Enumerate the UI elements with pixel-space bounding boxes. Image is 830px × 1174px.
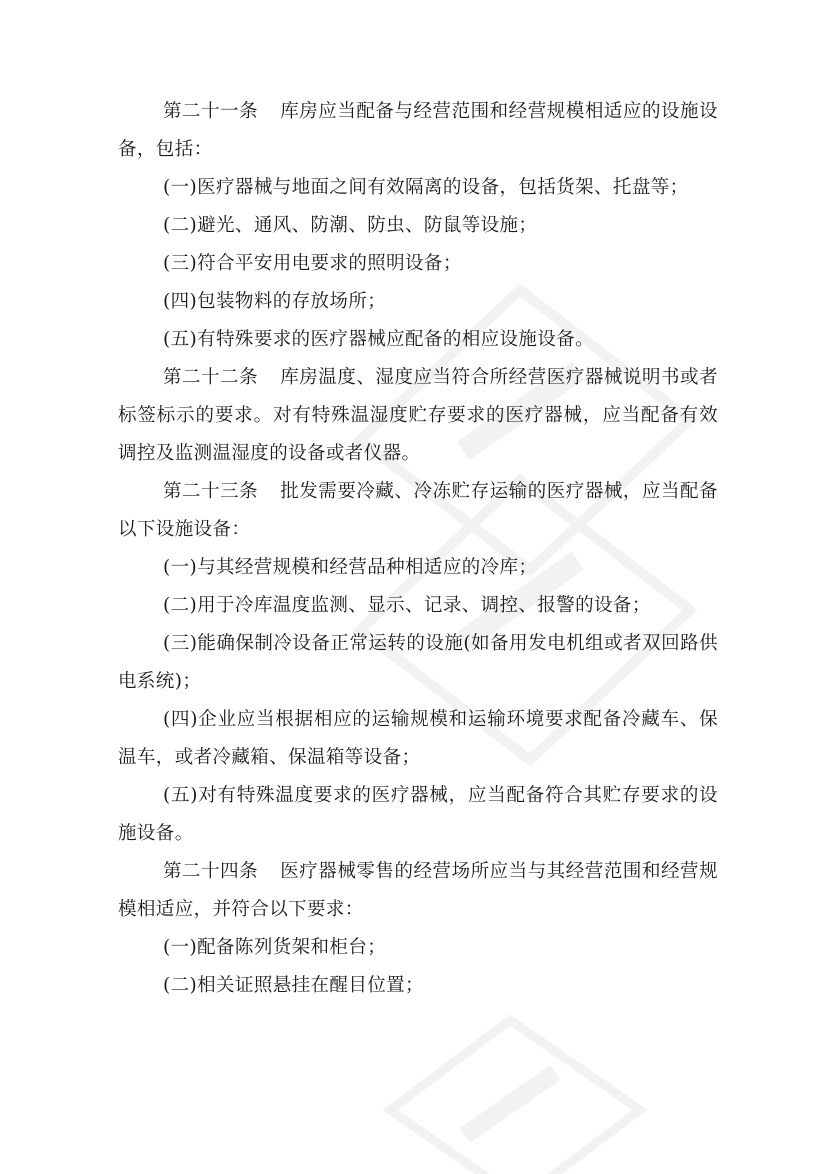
list-item: (二)用于冷库温度监测、显示、记录、调控、报警的设备； [163, 595, 651, 616]
list-item: (四)包装物料的存放场所； [163, 291, 387, 312]
article-text: 批发需要冷藏、冷冻贮存运输的医疗器械，应当配备以下设施设备： [118, 481, 718, 540]
list-item: (三)能确保制冷设备正常运转的设施(如备用发电机组或者双回路供电系统)； [118, 633, 718, 692]
list-item: (五)对有特殊温度要求的医疗器械，应当配备符合其贮存要求的设施设备。 [118, 785, 718, 844]
list-item: (一)与其经营规模和经营品种相适应的冷库； [163, 557, 538, 578]
list-item: (四)企业应当根据相应的运输规模和运输环境要求配备冷藏车、保温车，或者冷藏箱、保温箱等设备； [118, 709, 718, 768]
article-text: 库房温度、湿度应当符合所经营医疗器械说明书或者标签标示的要求。对有特殊温湿度贮存要求的医疗器械，应当配备有效调控及监测温湿度的设备或者仪器。 [118, 367, 718, 464]
article-number: 第二十一条 [163, 101, 259, 122]
list-item: (五)有特殊要求的医疗器械应配备的相应设施设备。 [163, 329, 595, 350]
article-22 [118, 359, 718, 473]
list-item: (一)配备陈列货架和柜台； [163, 937, 387, 958]
watermark-logo-icon-lower [360, 1000, 660, 1174]
article-21 [118, 93, 718, 169]
article-23 [118, 473, 718, 549]
document-body [118, 93, 718, 1005]
article-number: 第二十三条 [163, 481, 259, 502]
list-item: (二)相关证照悬挂在醒目位置； [163, 975, 424, 996]
list-item: (三)符合平安用电要求的照明设备； [163, 253, 462, 274]
article-text: 医疗器械零售的经营场所应当与其经营范围和经营规模相适应，并符合以下要求： [118, 861, 718, 920]
list-item: (一)医疗器械与地面之间有效隔离的设备，包括货架、托盘等； [163, 177, 689, 198]
article-24 [118, 853, 718, 929]
article-number: 第二十四条 [163, 861, 259, 882]
list-item: (二)避光、通风、防潮、防虫、防鼠等设施； [163, 215, 538, 236]
article-text: 库房应当配备与经营范围和经营规模相适应的设施设备，包括： [118, 101, 718, 160]
article-number: 第二十二条 [163, 367, 259, 388]
